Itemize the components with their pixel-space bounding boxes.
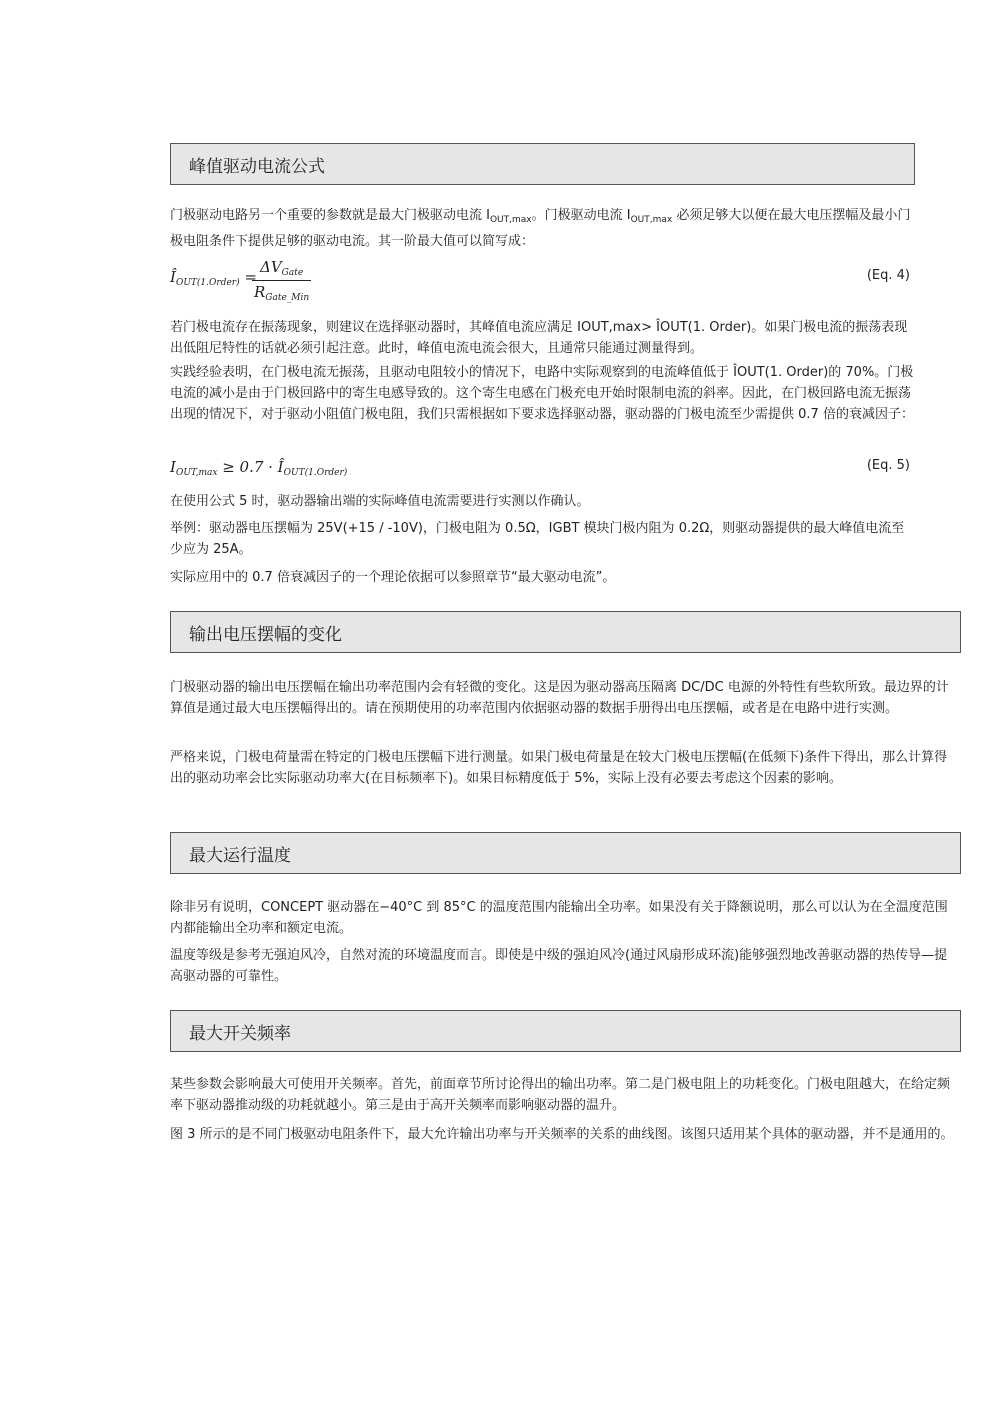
paragraph: 图 3 所示的是不同门极驱动电阻条件下，最大允许输出功率与开关频率的关系的曲线图。该图只适用某个具体的驱动器，并不是通用的。 [170,1127,954,1142]
section-heading-max-temp [170,832,961,874]
section-heading-text: 最大开关频率 [189,1023,291,1044]
section-heading-text: 最大运行温度 [189,845,291,866]
section-heading-text: 输出电压摆幅的变化 [189,624,342,645]
paragraph: 实际应用中的 0.7 倍衰减因子的一个理论依据可以参照章节“最大驱动电流”。 [170,570,616,585]
equation-5: $I_{OUT,max} \ge 0.7$ · $Î_{OUT(1.Order)}$ (Eq. 5) [170,458,910,478]
paragraph: 除非另有说明，CONCEPT 驱动器在−40°C 到 85°C 的温度范围内能输出全功率。如果没有关于降额说明，那么可以认为在全温度范围内都能输出全功率和额定电流。 [170,900,948,936]
paragraph: 某些参数会影响最大可使用开关频率。首先，前面章节所讨论得出的输出功率。第二是门极电阻上的功耗变化。门极电阻越大，在给定频率下驱动器推动级的功耗就越小。第三是由于高开关频率而影响驱动器的温升。 [170,1077,951,1113]
paragraph: 门极驱动电路另一个重要的参数就是最大门极驱动电流 $I_{OUT,max}$。门极驱动电流 $I_{OUT,max}$ 必须足够大以便在最大电压摆幅及最小门极电阻条件下提供足够的驱动电流。其一阶最大值可以简写成： [170,208,911,249]
section-heading-output-swing [170,611,961,653]
equation-4: $Î_{OUT(1.Order)}$ = $\Delta V_{Gate}$ $R_{Gate\_Min}$ (Eq. 4) [170,258,910,303]
paragraph: 严格来说，门极电荷量需在特定的门极电压摆幅下进行测量。如果门极电荷量是在较大门极电压摆幅(在低频下)条件下得出，那么计算得出的驱动功率会比实际驱动功率大(在目标频率下)。如果目标精度低于 5%，实际上没有必要去考虑这个因素的影响。 [170,750,948,786]
paragraph: 在使用公式 5 时，驱动器输出端的实际峰值电流需要进行实测以作确认。 [170,494,590,509]
paragraph: 若门极电流存在振荡现象，则建议在选择驱动器时，其峰值电流应满足 IOUT,max> ÎOUT(1. Order)。如果门极电流的振荡表现出低阻尼特性的话就必须引起注意。此时，峰值电流电流会很大，且通常只能通过测量得到。 [170,320,908,356]
section-heading-text: 峰值驱动电流公式 [189,156,325,177]
equation-number: (Eq. 5) [866,458,910,473]
paragraph: 门极驱动器的输出电压摆幅在输出功率范围内会有轻微的变化。这是因为驱动器高压隔离 DC/DC 电源的外特性有些软所致。最边界的计算值是通过最大电压摆幅得出的。请在预期使用的功率范围内依据驱动器的数据手册得出电压摆幅，或者是在电路中进行实测。 [170,680,949,716]
paragraph: 举例：驱动器电压摆幅为 25V(+15 / -10V)，门极电阻为 0.5Ω，IGBT 模块门极内阻为 0.2Ω，则驱动器提供的最大峰值电流至少应为 25A。 [170,521,905,557]
equation-number: (Eq. 4) [866,268,910,283]
section-heading-peak-current [170,143,915,185]
paragraph: 温度等级是参考无强迫风冷，自然对流的环境温度而言。即使是中级的强迫风冷(通过风扇形成环流)能够强烈地改善驱动器的热传导—提高驱动器的可靠性。 [170,948,948,984]
section-heading-max-freq [170,1010,961,1052]
paragraph: 实践经验表明，在门极电流无振荡，且驱动电阻较小的情况下，电路中实际观察到的电流峰值低于 ÎOUT(1. Order)的 70%。门极电流的减小是由于门极回路中的寄生电感导致的。这个寄生电感在门极充电开始时限制电流的斜率。因此，在门极回路电流无振荡出现的情况下，对于驱动小阻值门极电阻，我们只需根据如下要求选择驱动器，驱动器的门极电流至少需提供 0.7 倍的衰减因子： [170,365,914,422]
